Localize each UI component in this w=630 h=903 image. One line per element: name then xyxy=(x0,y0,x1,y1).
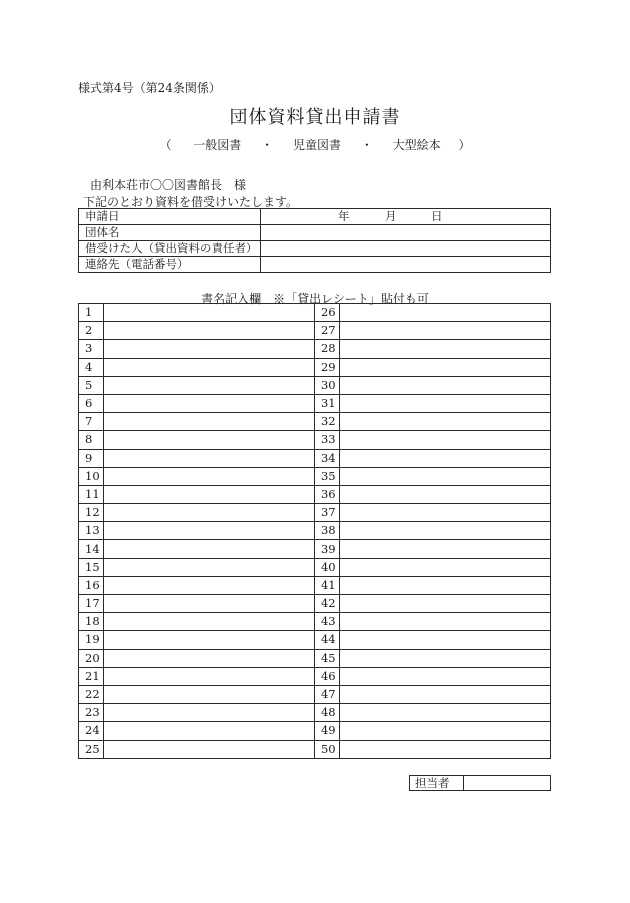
row-number: 17 xyxy=(79,595,104,613)
category-children[interactable]: 児童図書 xyxy=(292,138,341,152)
staff-field[interactable] xyxy=(464,776,551,791)
row-number: 5 xyxy=(79,376,104,394)
row-number: 24 xyxy=(79,722,104,740)
info-row-borrower xyxy=(79,241,551,257)
row-number: 31 xyxy=(314,394,339,412)
row-number: 13 xyxy=(79,522,104,540)
book-title-cell[interactable] xyxy=(339,631,551,649)
book-title-cell[interactable] xyxy=(103,504,314,522)
book-title-table xyxy=(78,303,551,759)
book-title-cell[interactable] xyxy=(103,449,314,467)
row-number: 26 xyxy=(314,304,339,322)
row-number: 12 xyxy=(79,504,104,522)
table-row xyxy=(79,467,551,485)
book-title-cell[interactable] xyxy=(103,740,314,758)
page-title: 団体資料貸出申請書 xyxy=(229,107,401,128)
book-title-cell[interactable] xyxy=(103,394,314,412)
row-number: 14 xyxy=(79,540,104,558)
book-title-cell[interactable] xyxy=(103,704,314,722)
row-number: 22 xyxy=(79,685,104,703)
category-general[interactable]: 一般図書 xyxy=(193,138,242,152)
category-options xyxy=(0,136,630,153)
book-title-cell[interactable] xyxy=(339,413,551,431)
row-number: 30 xyxy=(314,376,339,394)
row-number: 48 xyxy=(314,704,339,722)
table-row xyxy=(79,704,551,722)
book-title-cell[interactable] xyxy=(339,595,551,613)
book-title-cell[interactable] xyxy=(339,358,551,376)
book-title-cell[interactable] xyxy=(103,413,314,431)
staff-label: 担当者 xyxy=(410,776,464,791)
book-title-cell[interactable] xyxy=(339,704,551,722)
table-row xyxy=(79,667,551,685)
row-number: 18 xyxy=(79,613,104,631)
book-title-cell[interactable] xyxy=(103,467,314,485)
table-row xyxy=(79,576,551,594)
table-row xyxy=(79,376,551,394)
info-label: 連絡先（電話番号） xyxy=(79,257,261,273)
borrower-field[interactable] xyxy=(261,241,551,257)
table-row xyxy=(79,340,551,358)
year-unit: 年 xyxy=(338,209,350,223)
book-title-cell[interactable] xyxy=(103,431,314,449)
row-number: 49 xyxy=(314,722,339,740)
book-title-cell[interactable] xyxy=(103,595,314,613)
group-name-field[interactable] xyxy=(261,225,551,241)
info-row-date xyxy=(79,209,551,225)
row-number: 6 xyxy=(79,394,104,412)
book-title-cell[interactable] xyxy=(339,504,551,522)
book-title-cell[interactable] xyxy=(339,558,551,576)
book-title-cell[interactable] xyxy=(103,522,314,540)
staff-box xyxy=(409,775,551,791)
table-row xyxy=(79,449,551,467)
row-number: 16 xyxy=(79,576,104,594)
table-row xyxy=(79,613,551,631)
book-title-cell[interactable] xyxy=(103,558,314,576)
table-row xyxy=(79,413,551,431)
table-row xyxy=(79,485,551,503)
intro-text: 下記のとおり資料を借受けいたします。 xyxy=(83,195,299,209)
day-unit: 日 xyxy=(431,209,443,223)
table-row xyxy=(79,558,551,576)
info-label: 団体名 xyxy=(79,225,261,241)
book-title-cell[interactable] xyxy=(103,304,314,322)
row-number: 8 xyxy=(79,431,104,449)
row-number: 35 xyxy=(314,467,339,485)
table-row xyxy=(79,740,551,758)
table-row xyxy=(79,358,551,376)
row-number: 39 xyxy=(314,540,339,558)
row-number: 37 xyxy=(314,504,339,522)
row-number: 10 xyxy=(79,467,104,485)
book-title-cell[interactable] xyxy=(103,576,314,594)
open-paren: （ xyxy=(159,138,172,152)
row-number: 4 xyxy=(79,358,104,376)
book-title-cell[interactable] xyxy=(339,522,551,540)
table-row xyxy=(79,722,551,740)
book-title-cell[interactable] xyxy=(339,431,551,449)
row-number: 38 xyxy=(314,522,339,540)
book-title-cell[interactable] xyxy=(339,576,551,594)
category-separator: ・ xyxy=(261,138,274,152)
row-number: 47 xyxy=(314,685,339,703)
info-row-contact xyxy=(79,257,551,273)
table-row xyxy=(79,431,551,449)
row-number: 45 xyxy=(314,649,339,667)
books-caption: 書名記入欄 ※「貸出レシート」貼付も可 xyxy=(201,292,429,306)
book-title-cell[interactable] xyxy=(339,667,551,685)
book-title-cell[interactable] xyxy=(339,394,551,412)
book-title-cell[interactable] xyxy=(339,685,551,703)
info-row-group xyxy=(79,225,551,241)
close-paren: ） xyxy=(458,138,471,152)
row-number: 40 xyxy=(314,558,339,576)
info-label: 借受けた人（貸出資料の責任者） xyxy=(79,241,261,257)
table-row xyxy=(79,304,551,322)
row-number: 44 xyxy=(314,631,339,649)
row-number: 32 xyxy=(314,413,339,431)
row-number: 36 xyxy=(314,485,339,503)
book-title-cell[interactable] xyxy=(339,722,551,740)
book-title-cell[interactable] xyxy=(103,613,314,631)
category-separator: ・ xyxy=(360,138,373,152)
row-number: 27 xyxy=(314,322,339,340)
row-number: 9 xyxy=(79,449,104,467)
book-title-cell[interactable] xyxy=(339,649,551,667)
row-number: 3 xyxy=(79,340,104,358)
row-number: 7 xyxy=(79,413,104,431)
table-row xyxy=(79,595,551,613)
row-number: 33 xyxy=(314,431,339,449)
book-title-cell[interactable] xyxy=(339,485,551,503)
application-date-field[interactable] xyxy=(261,209,551,225)
book-title-cell[interactable] xyxy=(339,613,551,631)
row-number: 25 xyxy=(79,740,104,758)
book-title-cell[interactable] xyxy=(339,540,551,558)
book-title-cell[interactable] xyxy=(103,667,314,685)
row-number: 41 xyxy=(314,576,339,594)
book-title-cell[interactable] xyxy=(339,376,551,394)
book-title-cell[interactable] xyxy=(103,358,314,376)
table-row xyxy=(79,504,551,522)
table-row xyxy=(79,649,551,667)
row-number: 21 xyxy=(79,667,104,685)
table-row xyxy=(79,540,551,558)
row-number: 42 xyxy=(314,595,339,613)
row-number: 2 xyxy=(79,322,104,340)
row-number: 28 xyxy=(314,340,339,358)
book-title-cell[interactable] xyxy=(103,376,314,394)
form-number: 様式第4号（第24条関係） xyxy=(78,81,221,95)
row-number: 11 xyxy=(79,485,104,503)
table-row xyxy=(79,685,551,703)
row-number: 19 xyxy=(79,631,104,649)
book-title-cell[interactable] xyxy=(103,540,314,558)
addressee: 由利本荘市〇〇図書館長 様 xyxy=(90,178,247,192)
book-title-cell[interactable] xyxy=(103,485,314,503)
book-title-cell[interactable] xyxy=(339,340,551,358)
row-number: 50 xyxy=(314,740,339,758)
table-row xyxy=(79,322,551,340)
book-title-cell[interactable] xyxy=(103,340,314,358)
row-number: 46 xyxy=(314,667,339,685)
book-title-cell[interactable] xyxy=(103,722,314,740)
book-title-cell[interactable] xyxy=(103,322,314,340)
contact-phone-field[interactable] xyxy=(261,257,551,273)
book-title-cell[interactable] xyxy=(339,449,551,467)
applicant-info-table xyxy=(78,208,551,273)
row-number: 23 xyxy=(79,704,104,722)
table-row xyxy=(79,522,551,540)
row-number: 20 xyxy=(79,649,104,667)
month-unit: 月 xyxy=(385,209,397,223)
row-number: 15 xyxy=(79,558,104,576)
book-title-cell[interactable] xyxy=(103,649,314,667)
info-label: 申請日 xyxy=(79,209,261,225)
row-number: 1 xyxy=(79,304,104,322)
book-title-cell[interactable] xyxy=(103,631,314,649)
book-title-cell[interactable] xyxy=(339,467,551,485)
row-number: 43 xyxy=(314,613,339,631)
row-number: 29 xyxy=(314,358,339,376)
book-title-cell[interactable] xyxy=(339,322,551,340)
book-title-cell[interactable] xyxy=(339,740,551,758)
book-title-cell[interactable] xyxy=(339,304,551,322)
table-row xyxy=(79,631,551,649)
table-row xyxy=(79,394,551,412)
category-large-picture-books[interactable]: 大型絵本 xyxy=(392,138,441,152)
row-number: 34 xyxy=(314,449,339,467)
book-title-cell[interactable] xyxy=(103,685,314,703)
